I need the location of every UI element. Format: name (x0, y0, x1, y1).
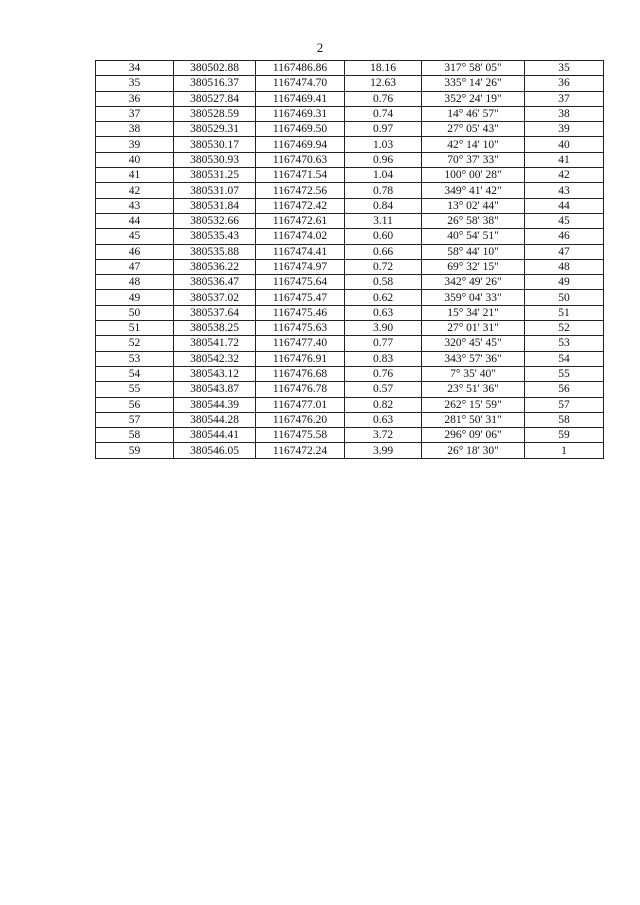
table-row (96, 412, 604, 427)
x-coordinate-cell: 380546.05 (174, 443, 256, 458)
y-coordinate-cell: 1167476.78 (256, 382, 345, 397)
bearing-cell: 342° 49' 26" (422, 275, 525, 290)
y-coordinate-cell: 1167475.58 (256, 428, 345, 443)
point-number-cell: 40 (96, 152, 174, 167)
next-point-cell: 39 (525, 122, 604, 137)
y-coordinate-cell: 1167469.41 (256, 91, 345, 106)
x-coordinate-cell: 380544.39 (174, 397, 256, 412)
y-coordinate-cell: 1167472.24 (256, 443, 345, 458)
distance-cell: 0.84 (345, 198, 422, 213)
point-number-cell: 34 (96, 61, 174, 76)
distance-cell: 0.77 (345, 336, 422, 351)
x-coordinate-cell: 380537.02 (174, 290, 256, 305)
table-row (96, 290, 604, 305)
bearing-cell: 23° 51' 36" (422, 382, 525, 397)
point-number-cell: 54 (96, 366, 174, 381)
x-coordinate-cell: 380527.84 (174, 91, 256, 106)
table-row (96, 76, 604, 91)
x-coordinate-cell: 380532.66 (174, 213, 256, 228)
next-point-cell: 49 (525, 275, 604, 290)
x-coordinate-cell: 380538.25 (174, 321, 256, 336)
y-coordinate-cell: 1167475.63 (256, 321, 345, 336)
next-point-cell: 53 (525, 336, 604, 351)
x-coordinate-cell: 380535.88 (174, 244, 256, 259)
bearing-cell: 69° 32' 15" (422, 259, 525, 274)
bearing-cell: 15° 34' 21" (422, 305, 525, 320)
next-point-cell: 58 (525, 412, 604, 427)
next-point-cell: 52 (525, 321, 604, 336)
bearing-cell: 281° 50' 31" (422, 412, 525, 427)
next-point-cell: 40 (525, 137, 604, 152)
table-row (96, 397, 604, 412)
x-coordinate-cell: 380516.37 (174, 76, 256, 91)
distance-cell: 0.62 (345, 290, 422, 305)
x-coordinate-cell: 380543.12 (174, 366, 256, 381)
point-number-cell: 43 (96, 198, 174, 213)
bearing-cell: 42° 14' 10" (422, 137, 525, 152)
distance-cell: 0.76 (345, 366, 422, 381)
table-row (96, 336, 604, 351)
y-coordinate-cell: 1167469.94 (256, 137, 345, 152)
table-row (96, 244, 604, 259)
table-row (96, 152, 604, 167)
table-row (96, 183, 604, 198)
point-number-cell: 51 (96, 321, 174, 336)
table-row (96, 321, 604, 336)
distance-cell: 0.58 (345, 275, 422, 290)
table-row (96, 275, 604, 290)
distance-cell: 0.82 (345, 397, 422, 412)
table-row (96, 122, 604, 137)
point-number-cell: 53 (96, 351, 174, 366)
table-row (96, 213, 604, 228)
y-coordinate-cell: 1167472.56 (256, 183, 345, 198)
distance-cell: 0.78 (345, 183, 422, 198)
table-row (96, 351, 604, 366)
bearing-cell: 100° 00' 28" (422, 168, 525, 183)
point-number-cell: 36 (96, 91, 174, 106)
table-row (96, 366, 604, 381)
table-row (96, 305, 604, 320)
bearing-cell: 13° 02' 44" (422, 198, 525, 213)
next-point-cell: 44 (525, 198, 604, 213)
point-number-cell: 45 (96, 229, 174, 244)
bearing-cell: 352° 24' 19" (422, 91, 525, 106)
bearing-cell: 359° 04' 33" (422, 290, 525, 305)
next-point-cell: 36 (525, 76, 604, 91)
distance-cell: 0.72 (345, 259, 422, 274)
table-row (96, 61, 604, 76)
bearing-cell: 14° 46' 57" (422, 106, 525, 121)
distance-cell: 3.90 (345, 321, 422, 336)
table-row (96, 168, 604, 183)
next-point-cell: 51 (525, 305, 604, 320)
bearing-cell: 317° 58' 05" (422, 61, 525, 76)
point-number-cell: 37 (96, 106, 174, 121)
next-point-cell: 38 (525, 106, 604, 121)
bearing-cell: 320° 45' 45" (422, 336, 525, 351)
table-row (96, 382, 604, 397)
y-coordinate-cell: 1167474.41 (256, 244, 345, 259)
x-coordinate-cell: 380536.22 (174, 259, 256, 274)
y-coordinate-cell: 1167474.97 (256, 259, 345, 274)
x-coordinate-cell: 380530.17 (174, 137, 256, 152)
table-body (96, 61, 604, 459)
point-number-cell: 42 (96, 183, 174, 198)
y-coordinate-cell: 1167477.40 (256, 336, 345, 351)
table-row (96, 137, 604, 152)
table-row (96, 229, 604, 244)
bearing-cell: 58° 44' 10" (422, 244, 525, 259)
y-coordinate-cell: 1167472.42 (256, 198, 345, 213)
distance-cell: 0.66 (345, 244, 422, 259)
table-row (96, 443, 604, 458)
point-number-cell: 35 (96, 76, 174, 91)
y-coordinate-cell: 1167472.61 (256, 213, 345, 228)
next-point-cell: 48 (525, 259, 604, 274)
point-number-cell: 41 (96, 168, 174, 183)
x-coordinate-cell: 380529.31 (174, 122, 256, 137)
x-coordinate-cell: 380542.32 (174, 351, 256, 366)
bearing-cell: 40° 54' 51" (422, 229, 525, 244)
x-coordinate-cell: 380541.72 (174, 336, 256, 351)
distance-cell: 0.63 (345, 305, 422, 320)
x-coordinate-cell: 380543.87 (174, 382, 256, 397)
next-point-cell: 54 (525, 351, 604, 366)
point-number-cell: 57 (96, 412, 174, 427)
point-number-cell: 50 (96, 305, 174, 320)
bearing-cell: 26° 58' 38" (422, 213, 525, 228)
y-coordinate-cell: 1167469.50 (256, 122, 345, 137)
point-number-cell: 46 (96, 244, 174, 259)
x-coordinate-cell: 380544.41 (174, 428, 256, 443)
bearing-cell: 7° 35' 40" (422, 366, 525, 381)
y-coordinate-cell: 1167475.47 (256, 290, 345, 305)
bearing-cell: 27° 05' 43" (422, 122, 525, 137)
x-coordinate-cell: 380502.88 (174, 61, 256, 76)
y-coordinate-cell: 1167474.02 (256, 229, 345, 244)
distance-cell: 12.63 (345, 76, 422, 91)
table-row (96, 91, 604, 106)
distance-cell: 0.76 (345, 91, 422, 106)
next-point-cell: 55 (525, 366, 604, 381)
bearing-cell: 335° 14' 26" (422, 76, 525, 91)
x-coordinate-cell: 380530.93 (174, 152, 256, 167)
next-point-cell: 42 (525, 168, 604, 183)
point-number-cell: 47 (96, 259, 174, 274)
point-number-cell: 55 (96, 382, 174, 397)
x-coordinate-cell: 380536.47 (174, 275, 256, 290)
next-point-cell: 46 (525, 229, 604, 244)
y-coordinate-cell: 1167476.20 (256, 412, 345, 427)
x-coordinate-cell: 380531.25 (174, 168, 256, 183)
x-coordinate-cell: 380535.43 (174, 229, 256, 244)
table-row (96, 428, 604, 443)
bearing-cell: 70° 37' 33" (422, 152, 525, 167)
distance-cell: 0.60 (345, 229, 422, 244)
y-coordinate-cell: 1167475.46 (256, 305, 345, 320)
next-point-cell: 35 (525, 61, 604, 76)
table-row (96, 259, 604, 274)
distance-cell: 0.96 (345, 152, 422, 167)
point-number-cell: 48 (96, 275, 174, 290)
point-number-cell: 49 (96, 290, 174, 305)
distance-cell: 3.11 (345, 213, 422, 228)
distance-cell: 0.57 (345, 382, 422, 397)
bearing-cell: 27° 01' 31" (422, 321, 525, 336)
next-point-cell: 57 (525, 397, 604, 412)
point-number-cell: 58 (96, 428, 174, 443)
y-coordinate-cell: 1167474.70 (256, 76, 345, 91)
next-point-cell: 50 (525, 290, 604, 305)
next-point-cell: 37 (525, 91, 604, 106)
point-number-cell: 38 (96, 122, 174, 137)
y-coordinate-cell: 1167469.31 (256, 106, 345, 121)
page-number: 2 (316, 40, 324, 55)
next-point-cell: 56 (525, 382, 604, 397)
distance-cell: 0.97 (345, 122, 422, 137)
distance-cell: 1.04 (345, 168, 422, 183)
point-number-cell: 39 (96, 137, 174, 152)
bearing-cell: 296° 09' 06" (422, 428, 525, 443)
next-point-cell: 41 (525, 152, 604, 167)
next-point-cell: 59 (525, 428, 604, 443)
y-coordinate-cell: 1167486.86 (256, 61, 345, 76)
x-coordinate-cell: 380537.64 (174, 305, 256, 320)
bearing-cell: 349° 41' 42" (422, 183, 525, 198)
table-row (96, 106, 604, 121)
bearing-cell: 26° 18' 30" (422, 443, 525, 458)
y-coordinate-cell: 1167475.64 (256, 275, 345, 290)
y-coordinate-cell: 1167476.91 (256, 351, 345, 366)
distance-cell: 3.72 (345, 428, 422, 443)
next-point-cell: 45 (525, 213, 604, 228)
distance-cell: 0.63 (345, 412, 422, 427)
point-number-cell: 56 (96, 397, 174, 412)
y-coordinate-cell: 1167476.68 (256, 366, 345, 381)
y-coordinate-cell: 1167470.63 (256, 152, 345, 167)
x-coordinate-cell: 380528.59 (174, 106, 256, 121)
distance-cell: 1.03 (345, 137, 422, 152)
next-point-cell: 43 (525, 183, 604, 198)
bearing-cell: 343° 57' 36" (422, 351, 525, 366)
next-point-cell: 47 (525, 244, 604, 259)
distance-cell: 18.16 (345, 61, 422, 76)
distance-cell: 3.99 (345, 443, 422, 458)
next-point-cell: 1 (525, 443, 604, 458)
table-row (96, 198, 604, 213)
x-coordinate-cell: 380531.84 (174, 198, 256, 213)
distance-cell: 0.74 (345, 106, 422, 121)
x-coordinate-cell: 380544.28 (174, 412, 256, 427)
y-coordinate-cell: 1167477.01 (256, 397, 345, 412)
point-number-cell: 59 (96, 443, 174, 458)
coordinates-table (95, 60, 604, 459)
y-coordinate-cell: 1167471.54 (256, 168, 345, 183)
point-number-cell: 44 (96, 213, 174, 228)
bearing-cell: 262° 15' 59" (422, 397, 525, 412)
distance-cell: 0.83 (345, 351, 422, 366)
x-coordinate-cell: 380531.07 (174, 183, 256, 198)
point-number-cell: 52 (96, 336, 174, 351)
